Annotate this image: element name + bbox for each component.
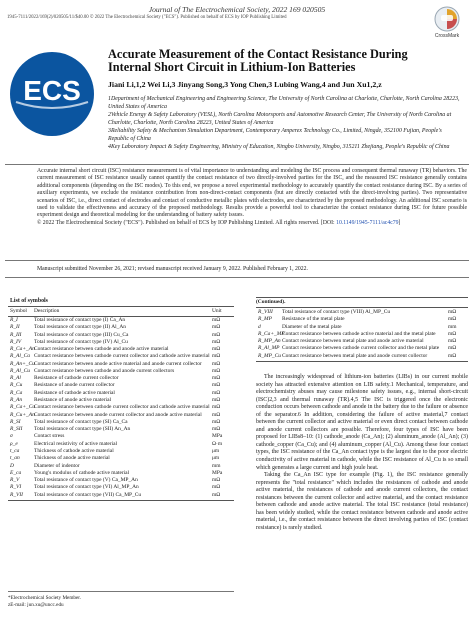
symbol-cell: R_Cu+_An: [10, 411, 35, 418]
symbol-cell: E_ca: [10, 469, 22, 476]
table-row: [8, 426, 234, 433]
unit-cell: mΩ: [212, 426, 221, 433]
unit-cell: mm: [448, 323, 457, 330]
symbols-table-body: [8, 317, 234, 499]
footnote-email[interactable]: zE-mail: jun.xu@uncc.edu: [8, 601, 64, 608]
symbol-cell: R_VI: [10, 484, 22, 491]
symbol-cell: R_An+_Cu: [10, 360, 35, 367]
description-cell: Total resistance of contact type (SI) Ca_Ca: [34, 418, 128, 425]
symbol-cell: R_MP_An: [258, 338, 281, 345]
affiliation-3: 3Reliability Safety & Mechanism Simulation Department, Contemporary Amperex Technology Co., Limited, Ningde, 352100 Fujian, People's Republic of China: [108, 128, 442, 142]
description-cell: Total resistance of contact type (I) Ca_An: [34, 316, 126, 323]
continued-title: (Continued).: [256, 297, 468, 308]
body-text: [256, 374, 468, 532]
unit-cell: mΩ: [212, 484, 221, 491]
crossmark-badge[interactable]: [425, 6, 469, 39]
unit-cell: mΩ: [212, 338, 221, 345]
description-cell: Contact resistance between cathode and anode active material: [34, 346, 169, 353]
table-row: [8, 440, 234, 447]
author-list: Jiani Li,1,2 Wei Li,3 Jinyang Song,3 Yong Chen,3 Lubing Wang,4 and Jun Xu1,2,z: [108, 80, 382, 89]
table-row: [8, 389, 234, 396]
symbol-cell: R_VIII: [258, 308, 273, 315]
unit-cell: mΩ: [212, 353, 221, 360]
doi-link[interactable]: 10.1149/1945-7111/ac4c79: [336, 219, 399, 226]
table-row: [8, 368, 234, 375]
description-cell: Resistance of anode current collector: [34, 382, 115, 389]
journal-header: [0, 3, 474, 47]
crossmark-label: CrossMark: [434, 33, 460, 39]
col-unit: Unit: [212, 308, 222, 314]
ecs-logo: [10, 52, 94, 136]
symbol-cell: R_Ca+_MP: [258, 330, 285, 337]
symbol-cell: R_Cu: [10, 382, 23, 389]
table-row: [256, 309, 468, 316]
symbol-cell: R_Ca+_An: [10, 346, 35, 353]
description-cell: Total resistance of contact type (V) Ca_MP_An: [34, 477, 138, 484]
symbol-cell: R_IV: [10, 338, 22, 345]
description-cell: Contact resistance between cathode current collector and cathode active material: [34, 353, 210, 360]
unit-cell: mΩ: [448, 352, 457, 359]
affiliation-4: 4Key Laboratory Impact & Safety Engineering, Ministry of Education, Ningbo University, Ningbo, 315211 Zhejiang, People's Republic of China: [108, 144, 450, 150]
ecs-logo-icon: [10, 52, 94, 136]
table-row: [256, 345, 468, 352]
unit-cell: μm: [212, 448, 220, 454]
col-description: Description: [34, 308, 60, 314]
unit-cell: mΩ: [212, 360, 221, 367]
table-row: [8, 353, 234, 360]
table-row: [8, 477, 234, 484]
table-row: [8, 397, 234, 404]
table-row: [8, 462, 234, 469]
symbol-cell: R_V: [10, 477, 20, 484]
table-row: [256, 323, 468, 330]
description-cell: Contact resistance between cathode and anode current collectors: [34, 367, 175, 374]
description-cell: Diameter of indentor: [34, 462, 80, 469]
symbol-cell: R_SI: [10, 418, 21, 425]
table-row: [8, 331, 234, 338]
description-cell: Contact stress: [34, 433, 65, 440]
symbol-cell: R_Al_Ca: [10, 353, 30, 360]
article-title: Accurate Measurement of the Contact Resistance During Internal Short Circuit in Lithium-Ion Batteries: [108, 47, 408, 74]
footnote-member: *Electrochemical Society Member.: [8, 595, 82, 601]
unit-cell: mΩ: [212, 375, 221, 382]
footnotes: [8, 591, 234, 609]
affiliation-2: 2Vehicle Energy & Safety Laboratory (VESL), North Carolina Motorsports and Automotive Research Center, The University of North Carolina at Charlotte, Charlotte, North Carolina 28223, United States of America: [108, 112, 452, 126]
unit-cell: mΩ: [448, 338, 457, 345]
table-row: [8, 404, 234, 411]
symbol-cell: d: [258, 323, 261, 330]
table-row: [256, 352, 468, 359]
abstract: Accurate internal short circuit (ISC) resistance measurement is of vital importance to understanding and modeling the ISC process and consequent thermal runaway (TR) behaviors. The current measurement of ISC resistance usually cannot quantify the contact resistance of two directly-involved parties for the ISC, and the measured ISC resistance generally contains additional components (depending on the ISC modes). To this end, we propose a novel experimental methodology to accurately quantify the contact resistance during ISC. By a series of auxiliary experiments, we exclude the resistance contribution from non-direct-contact components (but are directly contacted with the direct-involving parties). Two representative scenarios of ISC, i.e., direct contact of electrodes and contact of conductive metallic plates with electrodes, are characterized by the proposed methodology. An additional ISC scenario is used to validate the effectiveness and accuracy of the proposed methodology. Results provide a powerful tool to characterize the contact resistance during ISC for future possible experiment design and theoretical modeling for the understanding of battery safety issues. © 2022 The Electrochemical Society ("ECS"). Published on behalf of ECS by IOP Publishing Limited. All rights reserved. [DOI: 10.1149/1945-7111/ac4c79]: [37, 168, 467, 226]
continued-table: [256, 297, 468, 362]
description-cell: Total resistance of contact type (VII) Ca_MP_Cu: [34, 491, 142, 498]
table-row: [8, 360, 234, 367]
unit-cell: mΩ: [212, 411, 221, 418]
symbols-table-header: [8, 306, 234, 317]
table-row: [8, 491, 234, 498]
table-row: [8, 346, 234, 353]
symbol-cell: σ: [10, 433, 13, 440]
abstract-top-rule: [5, 164, 469, 165]
unit-cell: Ω·m: [212, 440, 223, 447]
table-row: [8, 470, 234, 477]
table-row: [256, 316, 468, 323]
unit-cell: mΩ: [212, 316, 221, 323]
symbol-cell: t_ca: [10, 448, 20, 454]
description-cell: Contact resistance between metal plate and anode active material: [282, 338, 424, 345]
table-row: [8, 324, 234, 331]
unit-cell: mΩ: [448, 330, 457, 337]
table-row: [256, 338, 468, 345]
unit-cell: mΩ: [212, 477, 221, 484]
continued-table-rule: [256, 361, 468, 362]
symbol-cell: R_An: [10, 397, 23, 404]
symbol-cell: R_SII: [10, 426, 23, 433]
affiliations: [108, 96, 464, 153]
description-cell: Contact resistance between anode current collector and anode active material: [34, 411, 202, 418]
unit-cell: mΩ: [212, 346, 221, 353]
description-cell: Total resistance of contact type (VIII) Al_MP_Cu: [282, 308, 391, 315]
unit-cell: mΩ: [212, 397, 221, 404]
description-cell: Resistance of cathode active material: [34, 389, 115, 396]
manuscript-dates: Manuscript submitted November 26, 2021; revised manuscript received January 9, 2022. Published February 1, 2022.: [37, 266, 308, 272]
unit-cell: μm: [212, 455, 220, 462]
table-row: [256, 330, 468, 337]
crossmark-icon: [434, 6, 460, 32]
symbol-cell: R_MP_Cu: [258, 352, 281, 359]
table-row: [8, 419, 234, 426]
table-row: [8, 433, 234, 440]
table-row: [8, 317, 234, 324]
ecs-logo-text: ECS: [23, 75, 81, 106]
description-cell: Resistance of anode active material: [34, 397, 111, 404]
symbol-cell: R_MP: [258, 316, 272, 323]
unit-cell: mΩ: [212, 367, 221, 374]
unit-cell: mΩ: [212, 418, 221, 425]
journal-title: Journal of The Electrochemical Society, 2022 169 020505: [148, 5, 326, 14]
manuscript-rule: [5, 277, 469, 278]
affiliation-1: 1Department of Mechanical Engineering and Engineering Science, The University of North Carolina at Charlotte, Charlotte, North Carolina 28223, United States of America: [108, 96, 460, 110]
description-cell: Contact resistance between cathode active material and the metal plate: [282, 330, 436, 337]
unit-cell: mΩ: [212, 324, 221, 331]
unit-cell: mΩ: [212, 331, 221, 338]
continued-table-body: [256, 309, 468, 360]
table-row: [8, 382, 234, 389]
description-cell: Thickness of cathode active material: [34, 448, 114, 454]
description-cell: Total resistance of contact type (IV) Al_Cu: [34, 338, 128, 345]
abstract-bottom-rule: [5, 260, 469, 261]
description-cell: Resistance of cathode current collector: [34, 375, 119, 382]
unit-cell: mm: [212, 462, 221, 469]
table-row: [8, 448, 234, 455]
body-paragraph-1: The increasingly widespread of lithium-ion batteries (LIBs) in our current mobile society has attracted extensive attention on LIB safety.1 Mechanical, temperature, and electrochemistry abuses may cause milestone safety issues, e.g., internal short-circuit (ISC)2,3 and thermal runaway (TR).4,5 The ISC is triggered once the electronic conduction occurs between cathode and anode in the battery due to the failure or absence of the separator.6 In addition, considering the failure of active material,7 contact between the current collector and active material or even direct contact between cathode and anode current collectors are possible. Therefore, four types of ISC have been proposed for LIBs8–10: (1) cathode_anode (Ca_An); (2) aluminum_anode (Al_An); (3) cathode_copper (Ca_Cu); and (4) aluminum_copper (Al_Cu). Among these four contact types, the ISC resistance of the Ca_An contact type is the largest due to the poor electric conductivity of active material in cathode, while the ISC resistance of Al_Cu is so small which generates a large current and high joule heat.: [256, 374, 468, 471]
unit-cell: MPa: [212, 469, 223, 476]
body-paragraph-2: Taking the Ca_An ISC type for example (Fig. 1), the ISC resistance generally represents the "total resistance" which includes the resistances of cathode and anode active material, the resistances of cathode and anode current collectors, the contact resistances between the current collector and active material, and the contact resistance between cathode and anode active material. The total ISC resistance (total resistance) has been widely studied, while the contact resistance between cathode and anode active material, i.e., the contact resistance between the direct involving parties of ISC (contact resistance) is rarely studied.: [256, 472, 468, 531]
description-cell: Diameter of the metal plate: [282, 323, 342, 330]
symbol-cell: R_I: [10, 316, 18, 323]
symbol-cell: D: [10, 462, 14, 469]
description-cell: Thickness of anode active material: [34, 455, 110, 462]
unit-cell: mΩ: [212, 382, 221, 389]
symbols-table: [8, 306, 234, 501]
symbol-cell: R_Ca+_Ca: [10, 404, 36, 411]
unit-cell: mΩ: [448, 316, 457, 323]
description-cell: Total resistance of contact type (SII) An_An: [34, 426, 131, 433]
unit-cell: mΩ: [212, 389, 221, 396]
description-cell: Total resistance of contact type (II) Al_An: [34, 324, 127, 331]
table-row: [8, 338, 234, 345]
symbol-cell: R_Al_Cu: [10, 367, 30, 374]
description-cell: Contact resistance between anode active material and anode current collector: [34, 360, 202, 367]
description-cell: Contact resistance between metal plate and anode current collector: [282, 352, 428, 359]
unit-cell: mΩ: [212, 404, 221, 411]
symbols-title: List of symbols: [10, 298, 48, 304]
symbols-table-rule: [8, 500, 234, 501]
description-cell: Electrical resistivity of active material: [34, 440, 118, 447]
unit-cell: mΩ: [448, 345, 457, 352]
symbol-cell: R_Al_MP: [258, 345, 280, 352]
unit-cell: mΩ: [448, 308, 457, 315]
symbol-cell: R_II: [10, 324, 20, 331]
table-row: [8, 455, 234, 462]
description-cell: Contact resistance between cathode current collector and the metal plate: [282, 345, 440, 352]
symbol-cell: R_Ca: [10, 389, 23, 396]
issn-doi-line: 1945-7111/2022/169(2)/020505/11/$40.00 © 2022 The Electrochemical Society ("ECS"). Published on behalf of ECS by IOP Publishing Limited: [7, 15, 287, 20]
symbol-cell: R_III: [10, 331, 22, 338]
symbol-cell: ρ_e: [10, 440, 18, 447]
table-row: [8, 484, 234, 491]
abstract-text: Accurate internal short circuit (ISC) resistance measurement is of vital importance to understanding and modeling the ISC process and consequent thermal runaway (TR) behaviors. The current measurement of ISC resistance usually cannot quantify the contact resistance of two directly-involved parties for the ISC, and the measured ISC resistance generally contains additional components (depending on the ISC modes). To this end, we propose a novel experimental methodology to accurately quantify the contact resistance during ISC. By a series of auxiliary experiments, we exclude the resistance contribution from non-direct-contact components (but are directly contacted with the direct-involving parties). Two representative scenarios of ISC, i.e., direct contact of electrodes and contact of conductive metallic plates with electrodes, are characterized by the proposed methodology. An additional ISC scenario is used to validate the effectiveness and accuracy of the proposed methodology. Results provide a powerful tool to characterize the contact resistance during ISC for future possible experiment design and theoretical modeling for the understanding of battery safety issues.: [37, 168, 467, 219]
description-cell: Total resistance of contact type (III) Cu_Ca: [34, 331, 129, 338]
symbol-cell: R_Al: [10, 375, 21, 382]
description-cell: Total resistance of contact type (VI) Al_MP_An: [34, 484, 139, 491]
table-row: [8, 411, 234, 418]
unit-cell: MPa: [212, 433, 223, 440]
description-cell: Resistance of the metal plate: [282, 316, 345, 323]
description-cell: Young's modulus of cathode active material: [34, 469, 130, 476]
copyright-text: © 2022 The Electrochemical Society ("ECS"). Published on behalf of ECS by IOP Publishing Limited. All rights reserved. [DOI:: [37, 219, 335, 226]
symbol-cell: t_an: [10, 455, 20, 462]
col-symbol: Symbol: [10, 308, 27, 314]
description-cell: Contact resistance between cathode current collector and cathode active material: [34, 404, 210, 411]
symbol-cell: R_VII: [10, 491, 23, 498]
unit-cell: mΩ: [212, 491, 221, 498]
